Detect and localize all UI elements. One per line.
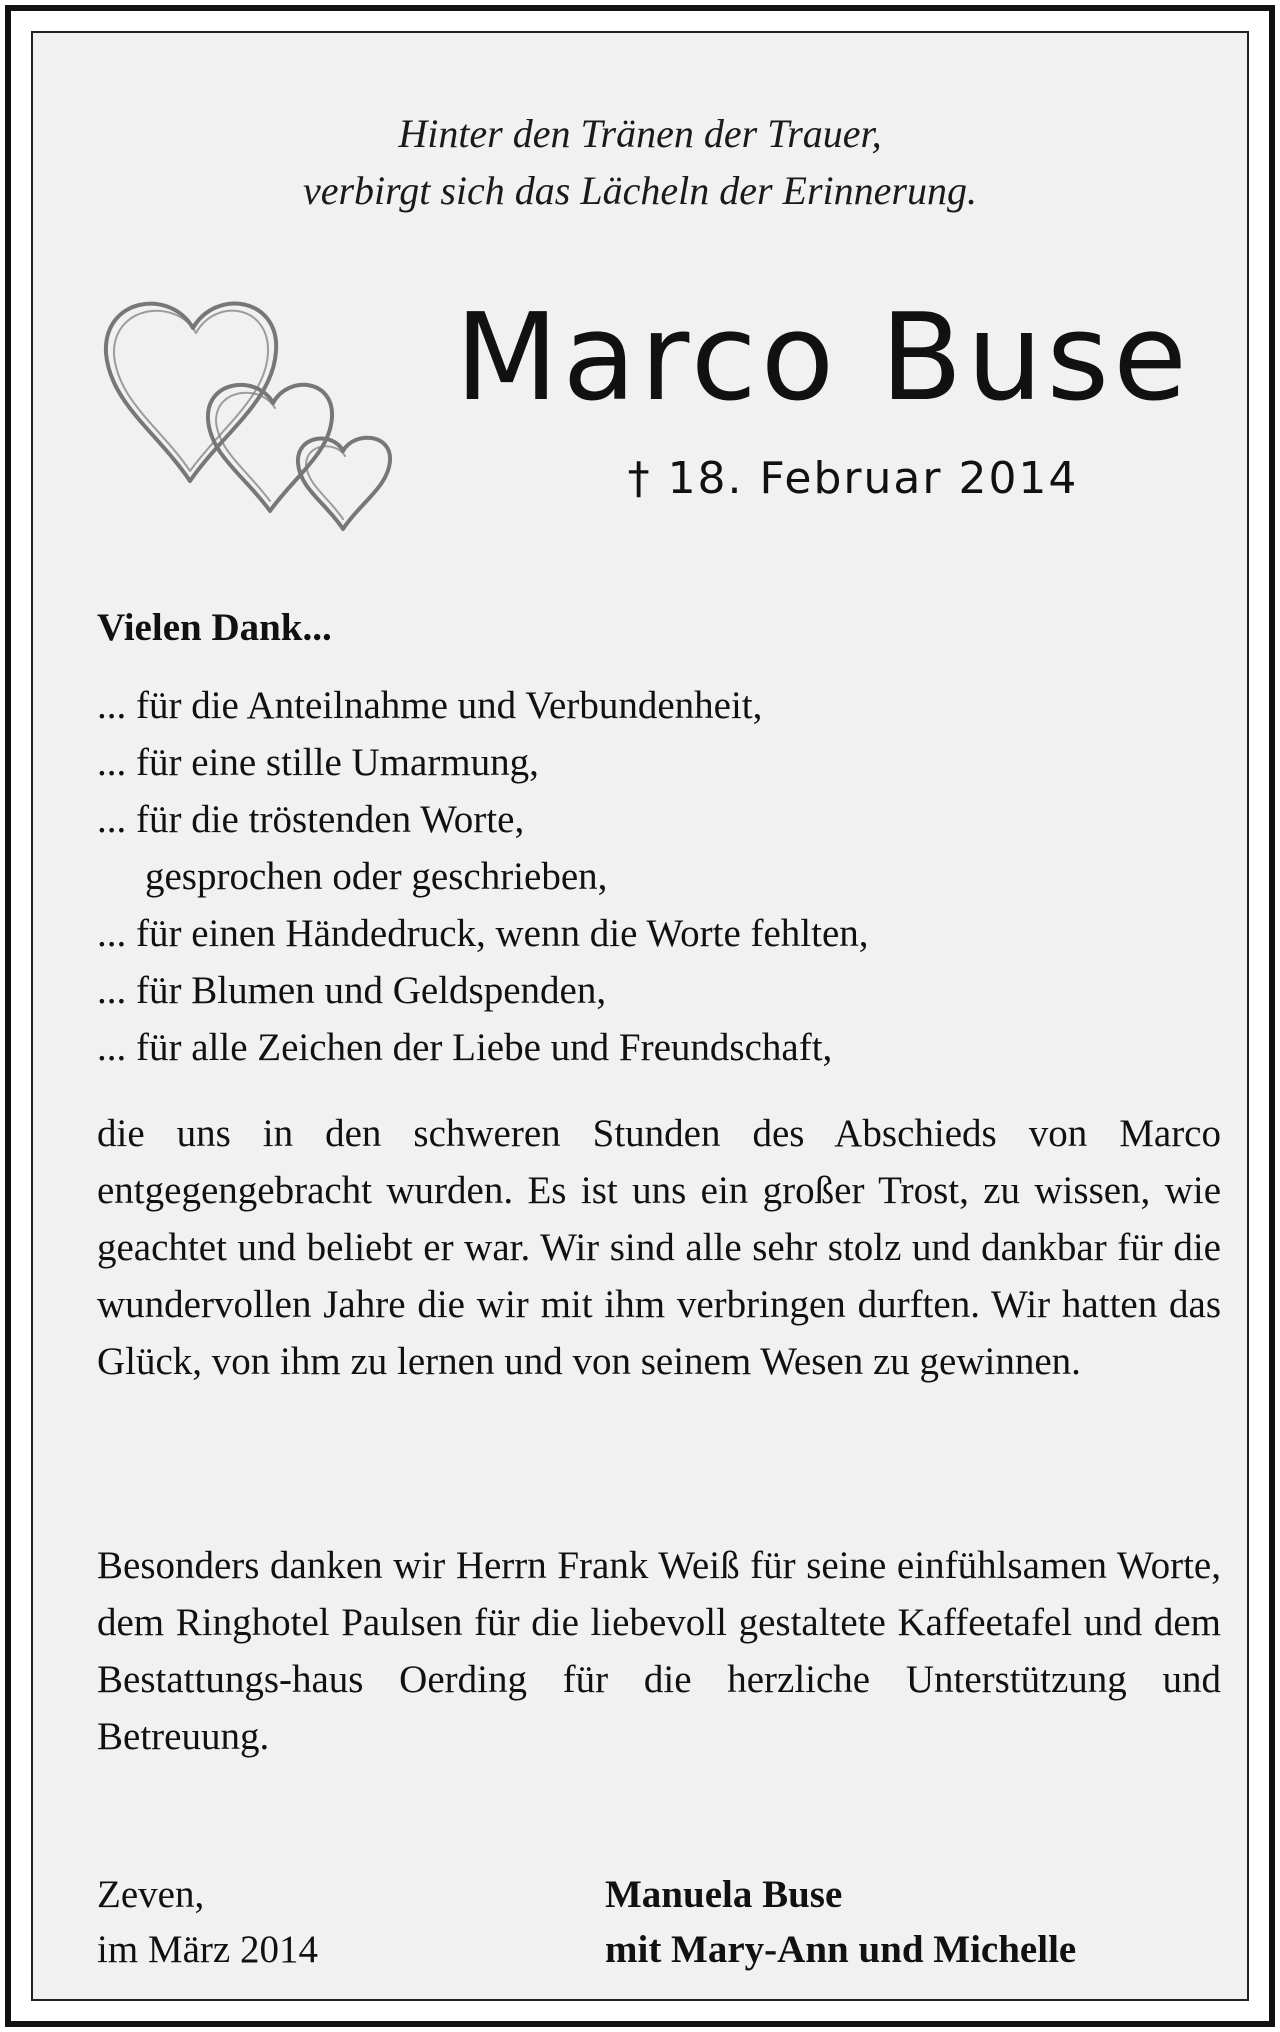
signature-line-1: Manuela Buse: [605, 1873, 843, 1916]
special-thanks-paragraph: Besonders danken wir Herrn Frank Weiß für seine einfühlsamen Worte, dem Ringhotel Paulsen für die liebevoll gestaltete Kaffeetafel und dem Bestattungs-haus Oerding für die herzliche Unterstützung und Betreuung.: [97, 1544, 1221, 1758]
inner-frame: [31, 31, 1249, 2001]
place-line: Zeven,: [97, 1873, 205, 1916]
thanks-item: ... für alle Zeichen der Liebe und Freundschaft,: [97, 1026, 833, 1069]
motto: [33, 105, 1247, 219]
motto-line-1: Hinter den Tränen der Trauer,: [398, 111, 882, 156]
outer-frame: [5, 5, 1275, 2027]
thanks-item: ... für die Anteilnahme und Verbundenheit,: [97, 684, 763, 727]
thanks-item: ... für Blumen und Geldspenden,: [97, 969, 607, 1012]
date-line: im März 2014: [97, 1928, 318, 1971]
heart-small: [298, 438, 390, 529]
thanks-item: ... für die tröstenden Worte,: [97, 798, 525, 841]
motto-line-2: verbirgt sich das Lächeln der Erinnerung.: [302, 168, 977, 213]
place-date: [97, 1867, 318, 1977]
thanks-heading: Vielen Dank...: [97, 606, 332, 649]
thanks-item: ... für eine stille Umarmung,: [97, 741, 539, 784]
gratitude-paragraph: die uns in den schweren Stunden des Abschieds von Marco entgegengebracht wurden. Es ist uns ein großer Trost, zu wissen, wie geachtet und beliebt er war. Wir sind alle sehr stolz und dankbar für die wundervollen Jahre die wir mit ihm verbringen durften. Wir hatten das Glück, von ihm zu lernen und von seinem Wesen zu gewinnen.: [97, 1112, 1221, 1383]
thanks-item: ... für einen Händedruck, wenn die Worte fehlten,: [97, 912, 869, 955]
thanks-list: [97, 677, 869, 1076]
signature-line-2: mit Mary-Ann und Michelle: [605, 1928, 1077, 1971]
hearts-icon: [98, 283, 418, 553]
thanks-item-continuation: gesprochen oder geschrieben,: [145, 855, 608, 898]
signature: [605, 1867, 1076, 1977]
death-date: † 18. Februar 2014: [627, 453, 1079, 504]
deceased-name: Marco Buse: [454, 289, 1192, 428]
